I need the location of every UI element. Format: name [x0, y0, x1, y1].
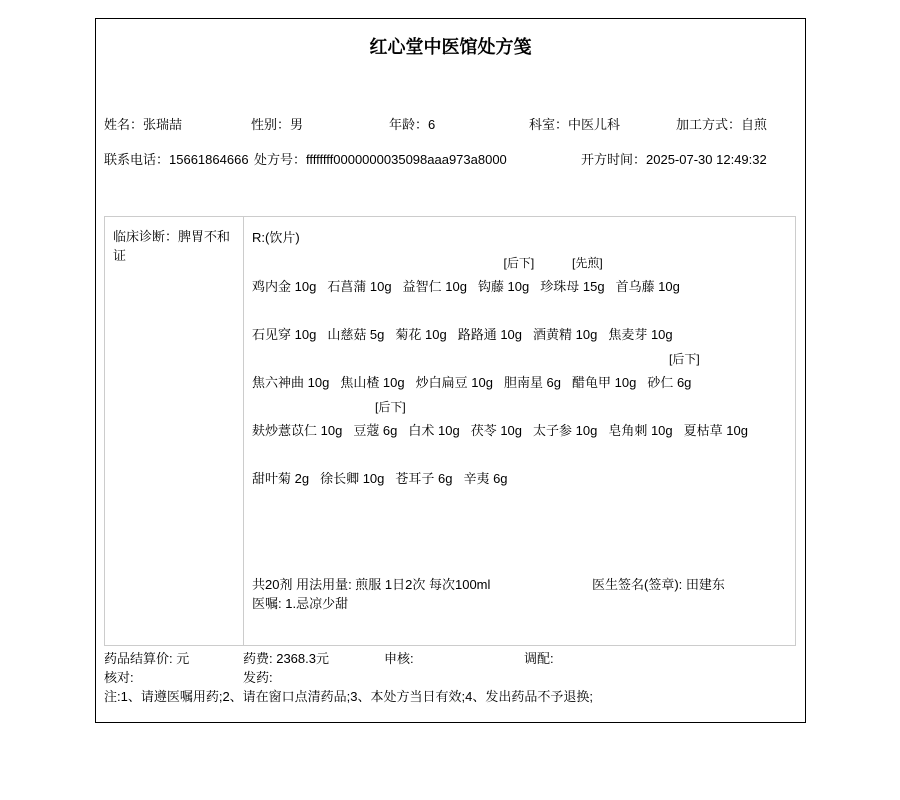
herb-group	[252, 347, 787, 395]
herb-item: 苍耳子 6g	[395, 471, 453, 486]
herb-item: 砂仁 6g	[647, 375, 692, 390]
settle-price-field: 药品结算价: 元	[104, 651, 190, 666]
herb-group	[252, 251, 787, 299]
footer-row-2	[96, 669, 805, 686]
herb-item: 茯苓 10g	[470, 423, 523, 438]
herb-item: 皂角刺 10g	[608, 423, 673, 438]
herb-item: 石菖蒲 10g	[327, 279, 392, 294]
herb-item: 焦麦芽 10g	[608, 327, 673, 342]
herb-row	[252, 323, 787, 347]
doctor-signature-name: 田建东	[685, 577, 725, 592]
page-title: 红心堂中医馆处方笺	[369, 37, 532, 57]
herb-item: 夏枯草 10g	[683, 423, 748, 438]
herb-item: 徐长卿 10g	[320, 471, 385, 486]
herb-group	[252, 299, 787, 347]
herb-timing-tag: [后下]	[503, 256, 535, 270]
dispense-field: 调配:	[524, 651, 554, 666]
herb-item: 白术 10g	[408, 423, 460, 438]
herb-item: 路路通 10g	[457, 327, 523, 342]
rx-number	[254, 151, 507, 168]
footer-note: 注:1、请遵医嘱用药;2、请在窗口点清药品;3、本处方当日有效;4、发出药品不予退换;	[104, 689, 593, 704]
herb-item: 菊花 10g	[395, 327, 447, 342]
herb-item: 甜叶菊 2g	[252, 471, 310, 486]
herb-timing-tag: [后下]	[669, 352, 700, 366]
herb-item: 太子参 10g	[533, 423, 598, 438]
footer-row-1	[96, 650, 805, 667]
patient-gender	[251, 116, 303, 133]
rx-number-value: ffffffff0000000035098aaa973a8000	[306, 152, 507, 167]
patient-age-value: 6	[428, 117, 436, 132]
herb-group	[252, 443, 787, 491]
review-field: 申核:	[384, 651, 414, 666]
patient-gender-value: 男	[290, 117, 304, 132]
patient-info-row-2	[96, 151, 805, 168]
issue-time-value: 2025-07-30 12:49:32	[646, 152, 767, 167]
patient-name-value: 张瑞喆	[143, 117, 183, 132]
herb-item: 豆蔻 6g	[353, 423, 398, 438]
herb-group	[252, 395, 787, 443]
herb-timing-tag: [先煎]	[572, 256, 603, 270]
usage-line	[252, 575, 787, 594]
herb-item: 益智仁 10g	[402, 279, 467, 294]
herb-item: 酒黄精 10g	[533, 327, 598, 342]
medical-advice: 医嘱: 1.忌凉少甜	[252, 596, 349, 611]
patient-info-row-1	[96, 116, 805, 133]
herb-item: 焦六神曲 10g	[252, 375, 330, 390]
processing-method	[676, 116, 767, 133]
herbs-cell	[244, 217, 795, 645]
herb-item: 鸡内金 10g	[252, 279, 317, 294]
contact-phone-label: 联系电话：	[104, 152, 170, 167]
diagnosis-cell	[105, 217, 244, 645]
processing-method-label: 加工方式：	[676, 117, 742, 132]
department	[529, 116, 620, 133]
herb-row	[252, 467, 787, 491]
doctor-signature-label: 医生签名(签章):	[592, 577, 686, 592]
herb-row	[252, 275, 787, 299]
issue-time	[581, 151, 767, 168]
herb-item: 首乌藤 10g	[615, 279, 680, 294]
diagnosis-value: 脾胃不和证	[113, 229, 231, 263]
herb-item: 山慈菇 5g	[327, 327, 385, 342]
usage-block	[252, 575, 787, 613]
diagnosis-label: 临床诊断：	[113, 229, 179, 244]
rx-header: R:(饮片)	[252, 230, 300, 245]
patient-name-label: 姓名：	[104, 117, 144, 132]
herb-item: 醋龟甲 10g	[572, 375, 637, 390]
herb-item: 麸炒薏苡仁 10g	[252, 423, 343, 438]
herb-item: 胆南星 6g	[503, 375, 562, 390]
rx-number-label: 处方号：	[254, 152, 307, 167]
footer-row-3	[96, 688, 805, 705]
herb-row	[252, 371, 787, 395]
herb-item: 辛夷 6g	[463, 471, 508, 486]
usage-text: 共20剂 用法用量: 煎服 1日2次 每次100ml	[252, 577, 491, 592]
prescription-table	[104, 216, 796, 646]
herb-item: 珍珠母 15g	[540, 279, 605, 294]
herb-item: 钩藤 10g	[477, 279, 530, 294]
patient-name	[104, 116, 182, 133]
department-label: 科室：	[529, 117, 569, 132]
issue-field: 发药:	[243, 670, 273, 685]
department-value: 中医儿科	[568, 117, 621, 132]
verify-field: 核对:	[104, 670, 134, 685]
patient-age-label: 年龄：	[389, 117, 429, 132]
patient-age	[389, 116, 435, 133]
herb-item: 石见穿 10g	[252, 327, 317, 342]
processing-method-value: 自煎	[741, 117, 768, 132]
herb-item: 焦山楂 10g	[340, 375, 405, 390]
contact-phone	[104, 151, 249, 168]
herb-row	[252, 419, 787, 443]
fee-field: 药费: 2368.3元	[243, 651, 329, 666]
doctor-signature	[592, 575, 725, 594]
issue-time-label: 开方时间：	[581, 152, 647, 167]
herb-timing-tag: [后下]	[375, 400, 406, 414]
herb-groups	[252, 251, 787, 491]
prescription-sheet	[95, 18, 806, 723]
contact-phone-value: 15661864666	[169, 152, 249, 167]
patient-gender-label: 性别：	[251, 117, 291, 132]
herb-item: 炒白扁豆 10g	[415, 375, 493, 390]
